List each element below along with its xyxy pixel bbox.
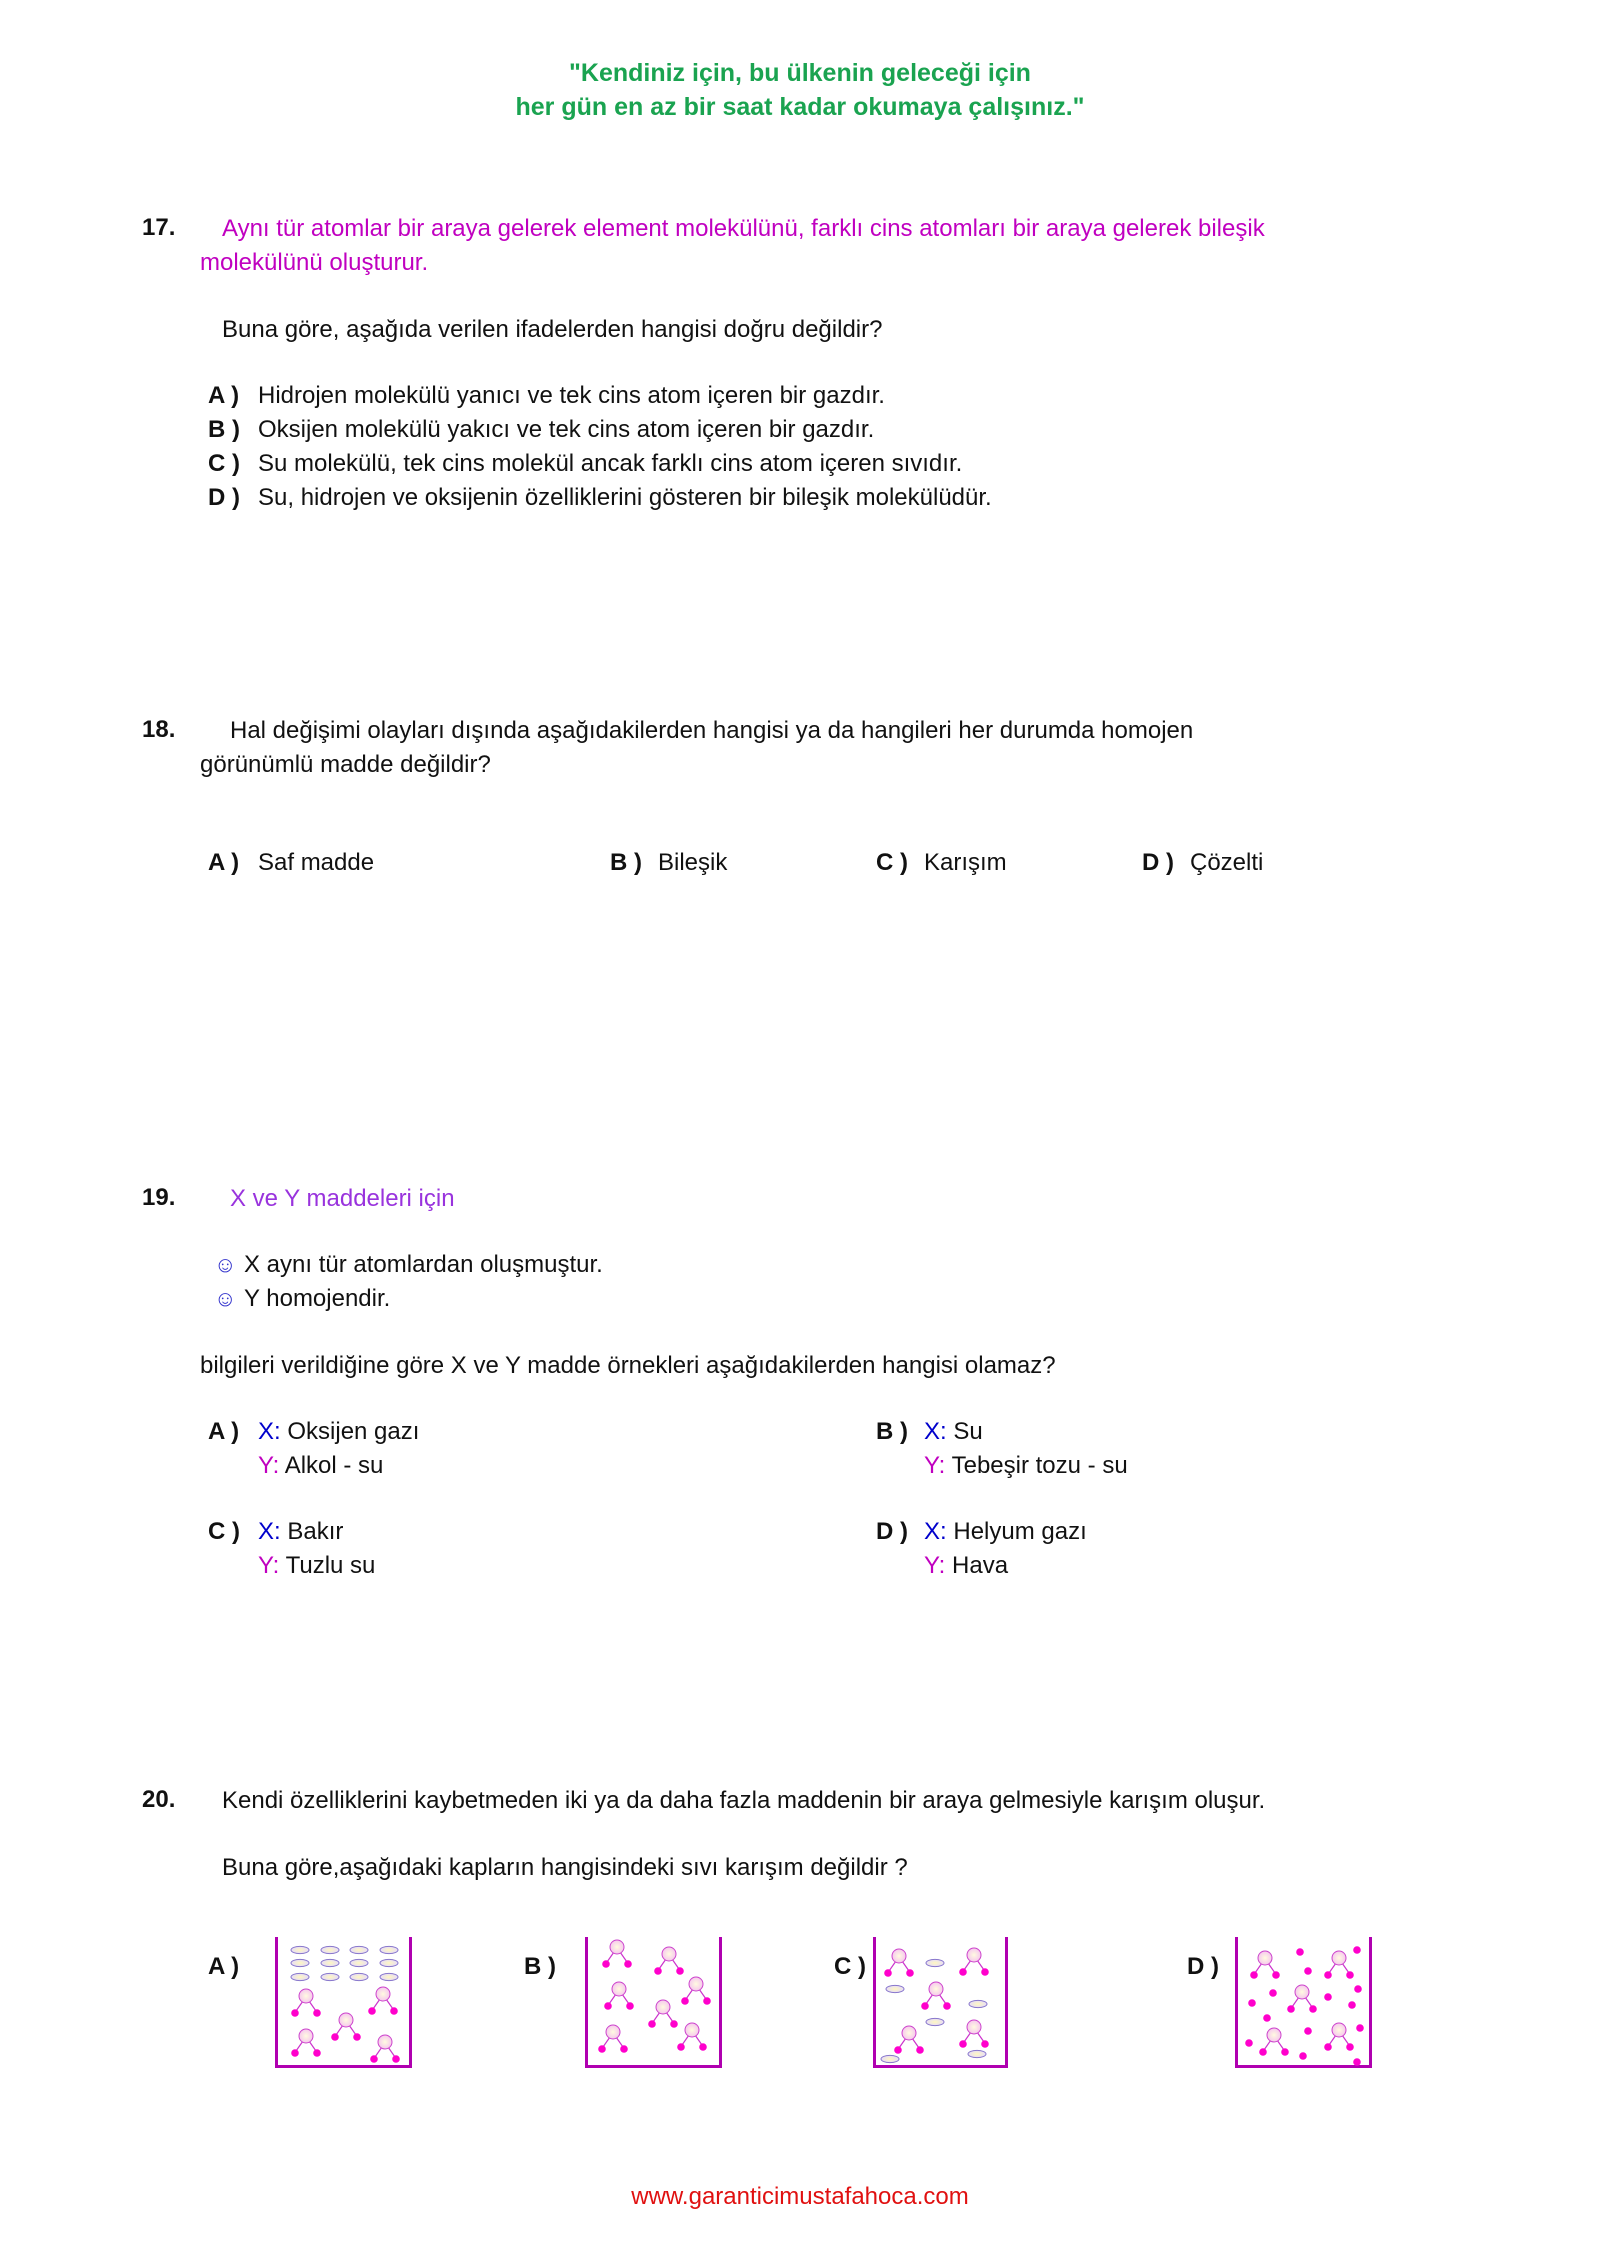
given-info-text: Y homojendir. (244, 1285, 391, 1312)
option-text: Bileşik (658, 849, 728, 876)
x-label: X: (924, 1518, 947, 1545)
question-number: 17. (142, 214, 176, 241)
x-label: X: (924, 1418, 947, 1445)
answer-option-a[interactable] (208, 1415, 419, 1483)
answer-option-b[interactable] (208, 413, 992, 447)
beaker-a-diagram (275, 1937, 412, 2068)
y-label: Y: (258, 1552, 280, 1579)
answer-option-c[interactable] (208, 447, 992, 481)
question-stem-line-2: molekülünü oluşturur. (200, 249, 429, 276)
smiley-bullet-icon: ☺ (214, 1286, 237, 1311)
motivational-quote-line-1: "Kendiniz için, bu ülkenin geleceği için (569, 59, 1031, 87)
given-info-list (214, 1248, 603, 1316)
option-letter-a[interactable]: A ) (208, 1953, 240, 1980)
question-stem-line-1: Hal değişimi olayları dışında aşağıdakilerden hangisi ya da hangileri her durumda homojen (230, 717, 1194, 744)
question-stem: Kendi özelliklerini kaybetmeden iki ya da daha fazla maddenin bir araya gelmesiyle karışım oluşur. (222, 1787, 1266, 1814)
option-text: Su molekülü, tek cins molekül ancak farklı cins atom içeren sıvıdır. (258, 450, 963, 477)
question-number: 18. (142, 716, 176, 743)
x-value: Su (953, 1418, 983, 1445)
x-label: X: (258, 1518, 281, 1545)
answer-options (208, 379, 992, 515)
question-stem: X ve Y maddeleri için (230, 1185, 455, 1212)
y-value: Tebeşir tozu - su (951, 1452, 1128, 1479)
given-info-item (214, 1282, 603, 1316)
option-letter: B ) (876, 1418, 908, 1445)
option-text: Saf madde (258, 849, 375, 876)
option-letter: D ) (876, 1518, 908, 1545)
question-number: 20. (142, 1786, 176, 1813)
x-value: Helyum gazı (953, 1518, 1087, 1545)
option-letter-d[interactable]: D ) (1187, 1953, 1219, 1980)
answer-option-a[interactable] (208, 846, 374, 880)
answer-option-c[interactable] (876, 846, 1007, 880)
y-label: Y: (258, 1452, 280, 1479)
question-prompt: Buna göre,aşağıdaki kapların hangisindeki sıvı karışım değildir ? (222, 1854, 908, 1881)
answer-option-d[interactable] (208, 481, 992, 515)
given-info-item (214, 1248, 603, 1282)
smiley-bullet-icon: ☺ (214, 1252, 237, 1277)
question-prompt: bilgileri verildiğine göre X ve Y madde örnekleri aşağıdakilerden hangisi olamaz? (200, 1352, 1056, 1379)
x-value: Bakır (287, 1518, 344, 1545)
option-letter: D ) (1142, 849, 1174, 876)
answer-option-c[interactable] (208, 1515, 375, 1583)
answer-option-d[interactable] (876, 1515, 1087, 1583)
option-text: Çözelti (1190, 849, 1264, 876)
x-label: X: (258, 1418, 281, 1445)
option-letter-c[interactable]: C ) (834, 1953, 866, 1980)
y-value: Alkol - su (284, 1452, 384, 1479)
y-label: Y: (924, 1452, 946, 1479)
y-value: Tuzlu su (285, 1552, 376, 1579)
question-stem-line-1: Aynı tür atomlar bir araya gelerek element molekülünü, farklı cins atomları bir araya gelerek bileşik (222, 215, 1265, 242)
answer-option-b[interactable] (610, 846, 727, 880)
option-letter: A ) (208, 382, 240, 409)
option-letter: C ) (876, 849, 908, 876)
option-letter: D ) (208, 484, 240, 511)
answer-option-a[interactable] (208, 379, 992, 413)
option-text: Su, hidrojen ve oksijenin özelliklerini gösteren bir bileşik molekülüdür. (258, 484, 992, 511)
option-letter: A ) (208, 849, 240, 876)
question-stem-line-2: görünümlü madde değildir? (200, 751, 491, 778)
option-letter: C ) (208, 450, 240, 477)
footer-website-link[interactable]: www.garanticimustafahoca.com (631, 2183, 969, 2210)
option-letter: B ) (208, 416, 240, 443)
option-letter-b[interactable]: B ) (524, 1953, 556, 1980)
y-label: Y: (924, 1552, 946, 1579)
question-prompt: Buna göre, aşağıda verilen ifadelerden hangisi doğru değildir? (222, 316, 883, 343)
option-text: Hidrojen molekülü yanıcı ve tek cins atom içeren bir gazdır. (258, 382, 885, 409)
beaker-d-diagram (1235, 1937, 1372, 2068)
option-letter: C ) (208, 1518, 240, 1545)
answer-option-d[interactable] (1142, 846, 1263, 880)
motivational-quote-line-2: her gün en az bir saat kadar okumaya çalışınız." (515, 93, 1085, 121)
option-text: Karışım (924, 849, 1007, 876)
option-letter: B ) (610, 849, 642, 876)
x-value: Oksijen gazı (287, 1418, 420, 1445)
question-number: 19. (142, 1184, 176, 1211)
given-info-text: X aynı tür atomlardan oluşmuştur. (244, 1251, 603, 1278)
beaker-c-diagram (873, 1937, 1010, 2068)
answer-option-b[interactable] (876, 1415, 1128, 1483)
option-text: Oksijen molekülü yakıcı ve tek cins atom içeren bir gazdır. (258, 416, 875, 443)
y-value: Hava (952, 1552, 1009, 1579)
beaker-b-diagram (585, 1937, 722, 2068)
option-letter: A ) (208, 1418, 240, 1445)
